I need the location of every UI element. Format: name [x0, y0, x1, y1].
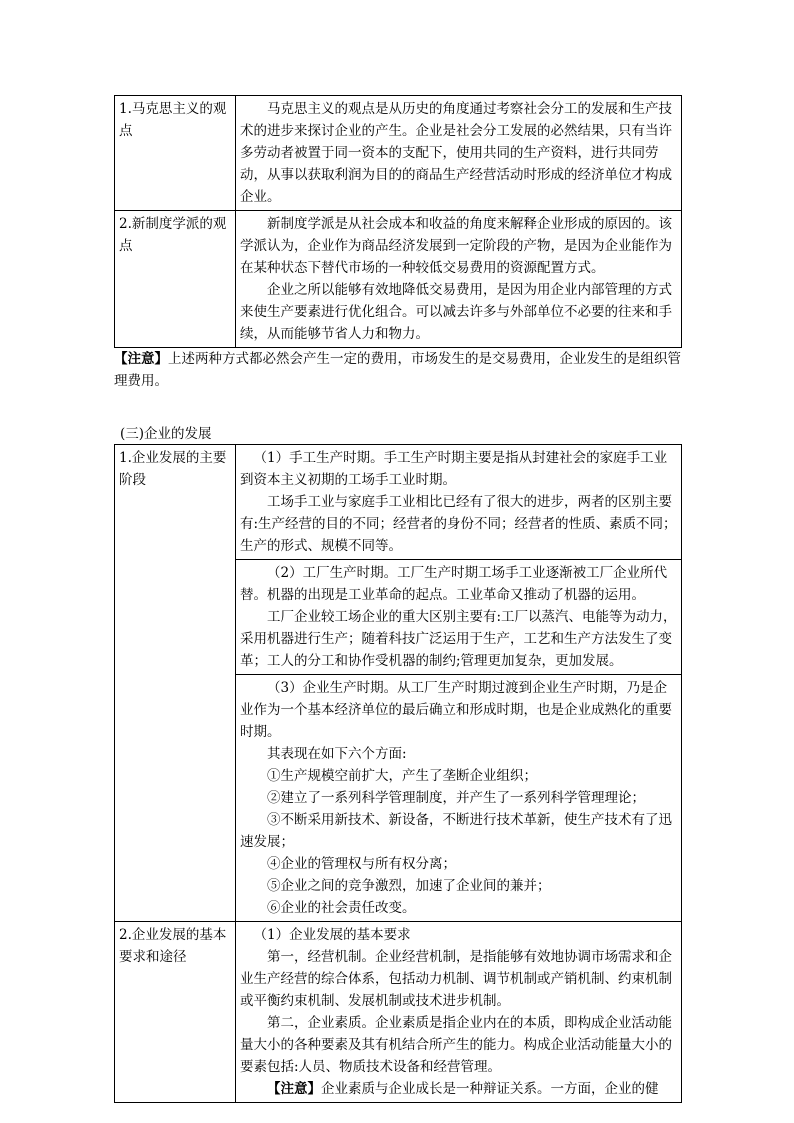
stage-cell [236, 560, 682, 675]
table-row [115, 96, 682, 211]
note-paragraph [114, 348, 682, 392]
note-text: 企业素质与企业成长是一种辩证关系。一方面，企业的健 [321, 1081, 659, 1097]
note-tag: 【注意】 [267, 1081, 321, 1097]
list-item: ③不断采用新技术、新设备，不断进行技术革新，使生产技术有了迅速发展； [240, 812, 672, 850]
list-item: ⑥企业的社会责任改变。 [267, 900, 416, 916]
paragraph: 工厂企业较工场企业的重大区别主要有:工厂以蒸汽、电能等为动力，采用机器进行生产；随着科技广泛运用于生产，工艺和生产方法发生了变革；工人的分工和协作受机器的制约;管理更加复杂，更加发展。 [240, 609, 677, 669]
paragraph: 第二，企业素质。企业素质是指企业内在的本质，即构成企业活动能量大小的各种要素及其有机结合所产生的能力。构成企业活动能量大小的要素包括:人员、物质技术设备和经营管理。 [240, 1015, 672, 1075]
row-label: 2.企业发展的基本要求和途径 [115, 922, 236, 1103]
paragraph: 其表现在如下六个方面: [267, 746, 407, 762]
paragraph: 第一，经营机制。企业经营机制，是指能够有效地协调市场需求和企业生产经营的综合体系，包括动力机制、调节机制或产销机制、约束机制或平衡约束机制、发展机制或技术进步机制。 [240, 949, 672, 1009]
paragraph: 新制度学派是从社会成本和收益的角度来解释企业形成的原因的。该学派认为，企业作为商品经济发展到一定阶段的产物，是因为企业能作为在某种状态下替代市场的一种较低交易费用的资源配置方式。 [240, 216, 672, 276]
row-label: 1.企业发展的主要阶段 [115, 445, 236, 922]
note-tag: 【注意】 [114, 351, 168, 367]
row-label: 2.新制度学派的观点 [115, 211, 236, 348]
table-row [115, 922, 682, 1103]
note-text: 上述两种方式都必然会产生一定的费用，市场发生的是交易费用，企业发生的是组织管理费用。 [114, 351, 681, 389]
table-row [115, 445, 682, 560]
paragraph: 工场手工业与家庭手工业相比已经有了很大的进步，两者的区别主要有:生产经营的目的不同；经营者的身份不同；经营者的性质、素质不同；生产的形式、规模不同等。 [240, 494, 677, 554]
paragraph: 企业之所以能够有效地降低交易费用，是因为用企业内部管理的方式来使生产要素进行优化组合。可以减去许多与外部单位不必要的往来和手续，从而能够节省人力和物力。 [240, 282, 672, 342]
stage-cell [236, 445, 682, 560]
section-title: (三)企业的发展 [120, 426, 212, 442]
enterprise-development-table [114, 444, 682, 1103]
row-label: 1.马克思主义的观点 [115, 96, 236, 211]
list-item: ⑤企业之间的竞争激烈，加速了企业间的兼并； [267, 878, 551, 894]
list-item: ②建立了一系列科学管理制度，并产生了一系列科学管理理论； [267, 790, 645, 806]
paragraph: （2）工厂生产时期。工厂生产时期工场手工业逐渐被工厂企业所代替。机器的出现是工业革命的起点。工业革命又推动了机器的运用。 [240, 565, 668, 603]
note-paragraph [240, 1078, 677, 1100]
enterprise-origin-table [114, 95, 682, 348]
row-content [236, 96, 682, 211]
paragraph: （3）企业生产时期。从工厂生产时期过渡到企业生产时期，乃是企业作为一个基本经济单位的最后确立和形成时期，也是企业成熟化的重要时期。 [240, 680, 672, 740]
list-item: ④企业的管理权与所有权分离； [267, 856, 456, 872]
list-item: ①生产规模空前扩大，产生了垄断企业组织； [267, 768, 537, 784]
row-content [236, 211, 682, 348]
stage-cell [236, 675, 682, 922]
document-page [114, 95, 682, 1103]
requirements-cell [236, 922, 682, 1103]
table-row [115, 211, 682, 348]
paragraph: 马克思主义的观点是从历史的角度通过考察社会分工的发展和生产技术的进步来探讨企业的产生。企业是社会分工发展的必然结果，只有当许多劳动者被置于同一资本的支配下，使用共同的生产资料，进行共同劳动，从事以获取利润为目的的商品生产经营活动时形成的经济单位才构成企业。 [240, 101, 672, 205]
spacer [114, 392, 682, 424]
paragraph: （1）手工生产时期。手工生产时期主要是指从封建社会的家庭手工业到资本主义初期的工场手工业时期。 [240, 450, 668, 488]
paragraph: （1）企业发展的基本要求 [253, 927, 411, 943]
